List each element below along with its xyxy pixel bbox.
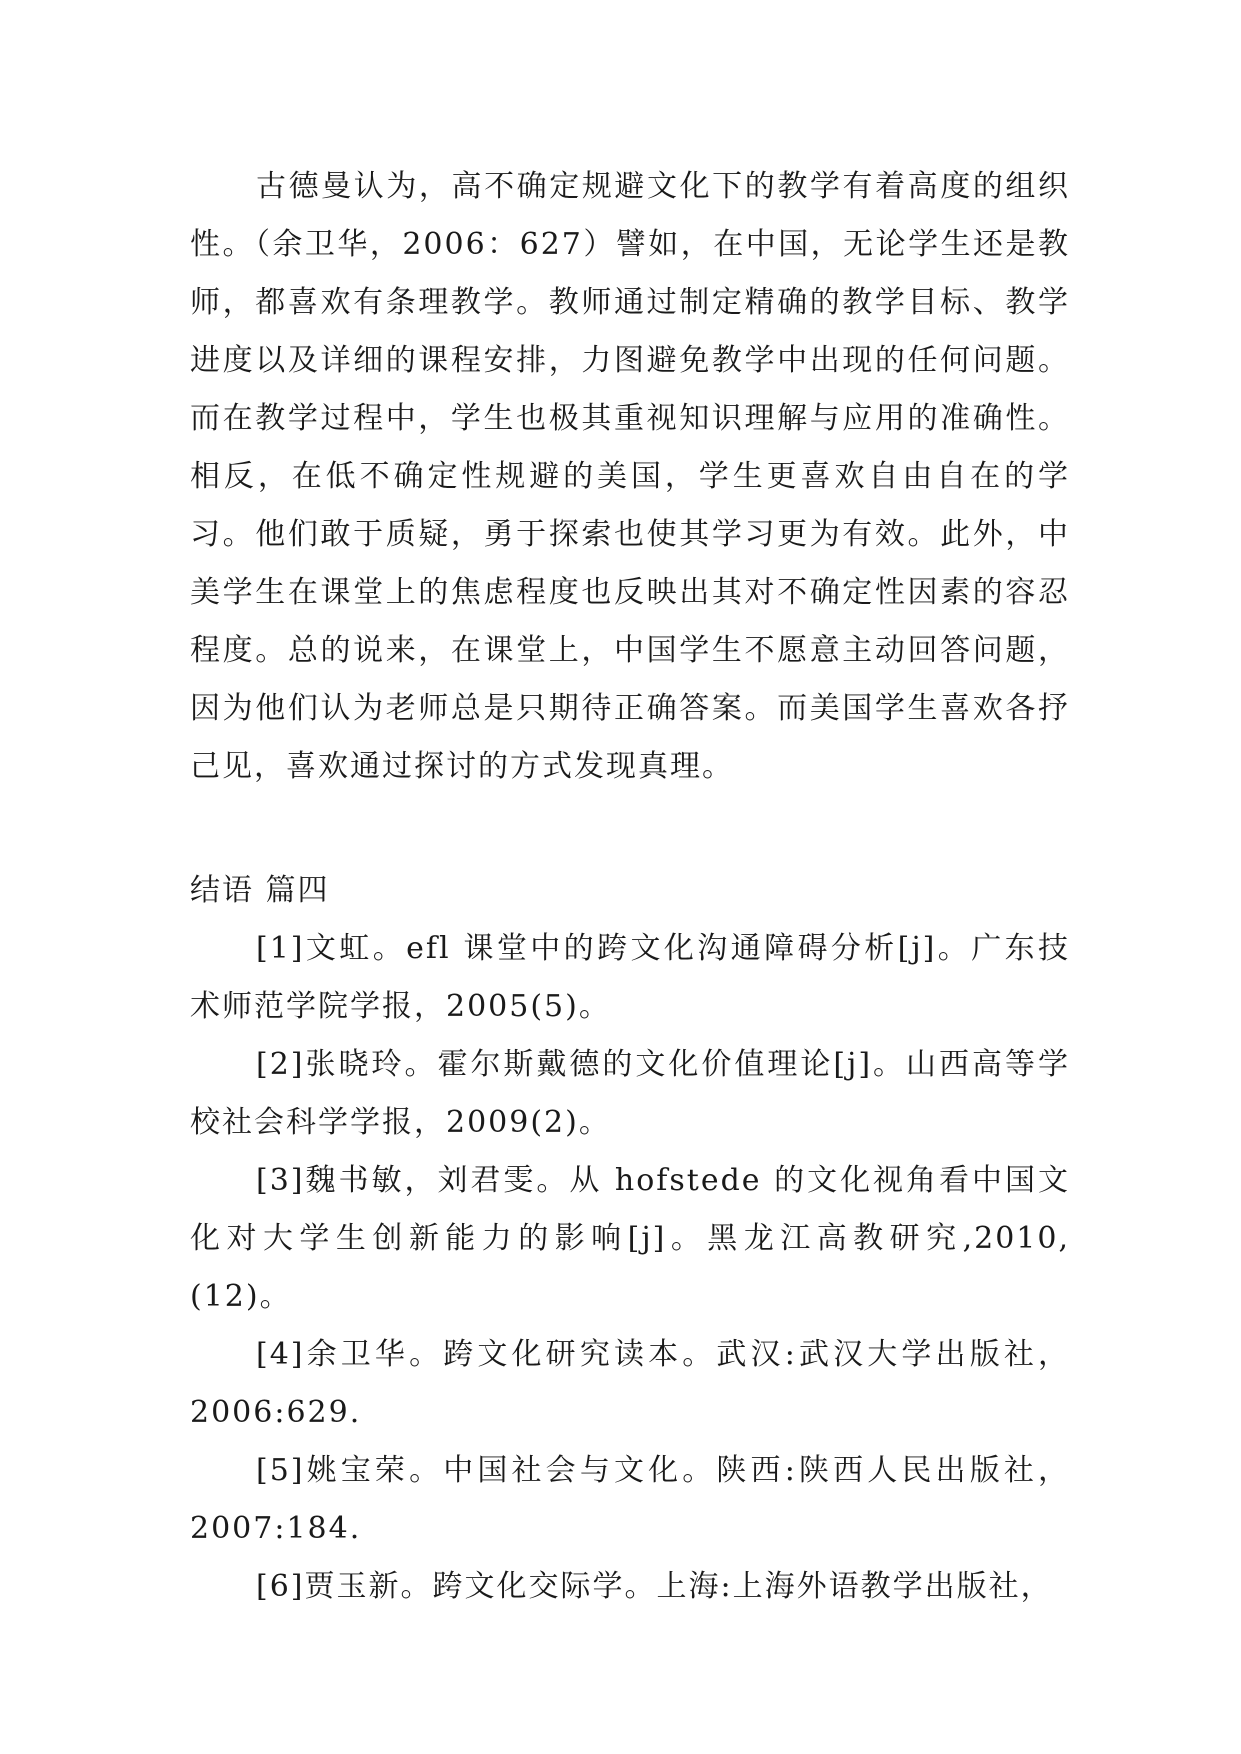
reference-item: [3]魏书敏，刘君雯。从 hofstede 的文化视角看中国文化对大学生创新能力的影响[j]。黑龙江高教研究,2010,(12)。 xyxy=(190,1163,1070,1314)
reference-item: [5]姚宝荣。中国社会与文化。陕西:陕西人民出版社，2007:184. xyxy=(190,1453,1070,1546)
reference-item: [2]张晓玲。霍尔斯戴德的文化价值理论[j]。山西高等学校社会科学学报，2009(2)。 xyxy=(190,1047,1070,1140)
reference-list xyxy=(190,920,1070,1616)
section-heading: 结语 篇四 xyxy=(190,873,330,908)
reference-item: [6]贾玉新。跨文化交际学。上海:上海外语教学出版社， xyxy=(256,1569,1053,1604)
reference-item: [1]文虹。efl 课堂中的跨文化沟通障碍分析[j]。广东技术师范学院学报，2005(5)。 xyxy=(190,931,1070,1024)
reference-item: [4]余卫华。跨文化研究读本。武汉:武汉大学出版社，2006:629. xyxy=(190,1337,1070,1430)
document-page xyxy=(190,158,1070,1616)
body-paragraph: 古德曼认为，高不确定规避文化下的教学有着高度的组织性。（余卫华，2006：627）譬如，在中国，无论学生还是教师，都喜欢有条理教学。教师通过制定精确的教学目标、教学进度以及详细的课程安排，力图避免教学中出现的任何问题。而在教学过程中，学生也极其重视知识理解与应用的准确性。相反，在低不确定性规避的美国，学生更喜欢自由自在的学习。他们敢于质疑，勇于探索也使其学习更为有效。此外，中美学生在课堂上的焦虑程度也反映出其对不确定性因素的容忍程度。总的说来，在课堂上，中国学生不愿意主动回答问题，因为他们认为老师总是只期待正确答案。而美国学生喜欢各抒己见，喜欢通过探讨的方式发现真理。 xyxy=(190,169,1070,784)
